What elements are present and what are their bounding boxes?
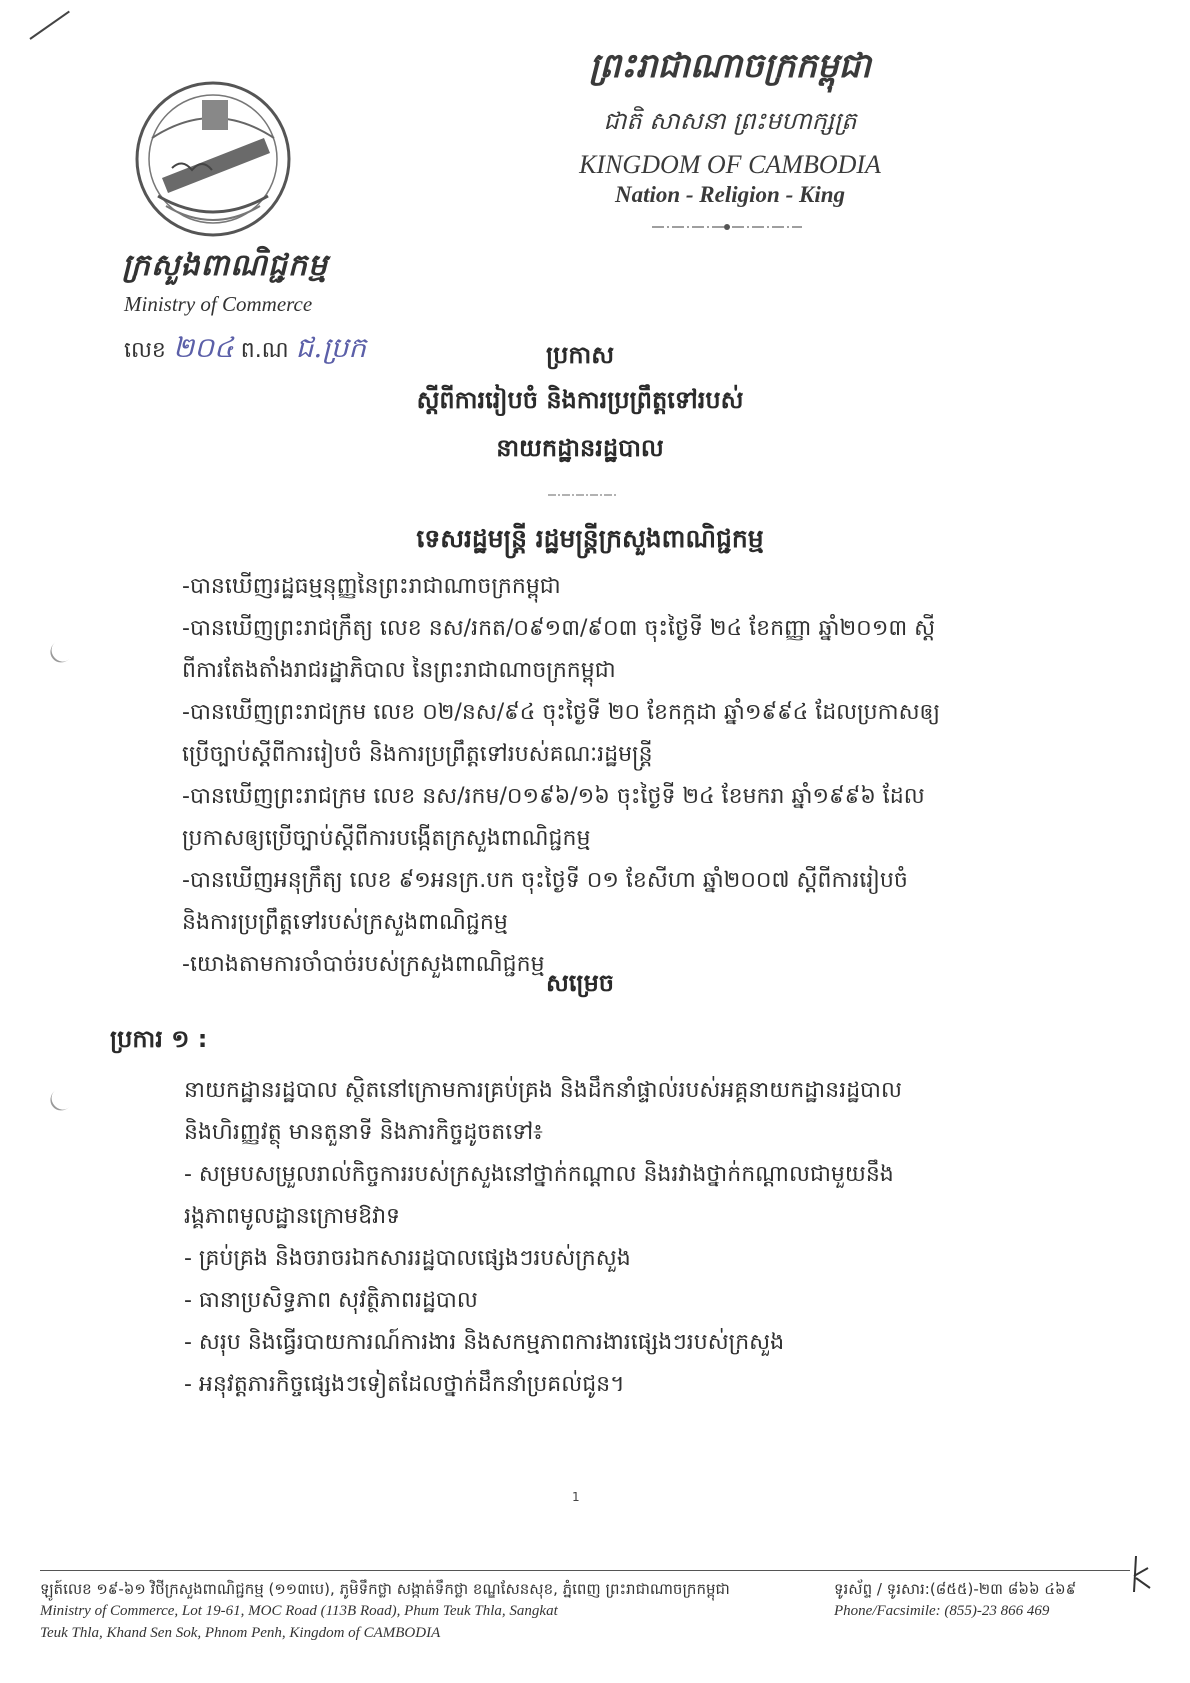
article-line: និងហិរញ្ញវត្ថុ មានតួនាទី និងភារកិច្ចដូចតទៅ៖ (184, 1120, 543, 1145)
footer-phone-english: Phone/Facsimile: (855)-23 866 469 (834, 1603, 1050, 1619)
preamble-line: -បានឃើញព្រះរាជក្រម លេខ នស/រកម/០១៩៦/១៦ ចុះថ្ងៃទី ២៤ ខែមករា ឆ្នាំ១៩៩៦ ដែល (182, 784, 925, 809)
ref-mid: ព.ណ (240, 338, 289, 363)
ministry-seal-emblem (132, 78, 294, 240)
page-number: 1 (572, 1490, 580, 1504)
footer-address-english-2: Teuk Thla, Khand Sen Sok, Phnom Penh, Kingdom of CAMBODIA (40, 1625, 441, 1641)
footer-divider (40, 1570, 1130, 1571)
ministry-name-english: Ministry of Commerce (124, 292, 313, 316)
footer-phone-khmer: ទូរស័ព្ទ / ទូរសារ:(៨៥៥)-២៣ ៨៦៦ ៤៦៩ (834, 1580, 1077, 1598)
ornament-divider-icon (652, 222, 802, 232)
preamble-line: -បានឃើញរដ្ឋធម្មនុញ្ញនៃព្រះរាជាណាចក្រកម្ពុជា (182, 574, 561, 599)
footer-address (40, 1578, 830, 1644)
ornament-divider-icon (548, 490, 618, 500)
punch-hole-mark (46, 1083, 79, 1115)
preamble-line: ប្រើច្បាប់ស្តីពីការរៀបចំ និងការប្រព្រឹត្តទៅរបស់គណៈរដ្ឋមន្ត្រី (182, 742, 653, 767)
article-line: - គ្រប់គ្រង និងចរាចរឯកសាររដ្ឋបាលផ្សេងៗរបស់ក្រសួង (184, 1246, 631, 1271)
preamble-line: -យោងតាមការចាំបាច់របស់ក្រសួងពាណិជ្ជកម្ម (182, 952, 545, 977)
article-line: នាយកដ្ឋានរដ្ឋបាល ស្ថិតនៅក្រោមការគ្រប់គ្រង និងដឹកនាំផ្ទាល់របស់អគ្គនាយកដ្ឋានរដ្ឋបាល (184, 1078, 902, 1103)
article-line: - សម្របសម្រួលរាល់កិច្ចការរបស់ក្រសួងនៅថ្នាក់កណ្តាល និងរវាងថ្នាក់កណ្តាលជាមួយនឹង (184, 1162, 894, 1187)
article-1-heading: ប្រការ ១ : (110, 1025, 208, 1053)
article-line: រង្គភាពមូលដ្ឋានក្រោមឱវាទ (184, 1204, 401, 1229)
footer-address-khmer: ឡូត៍លេខ ១៩-៦១ វិថីក្រសួងពាណិជ្ជកម្ម (១១៣បេ), ភូមិទឹកថ្លា សង្កាត់ទឹកថ្លា ខណ្ឌសែនសុខ, ភ្នំពេញ ព្រះរាជាណាចក្រកម្ពុជា (40, 1580, 730, 1598)
footer-contact (834, 1578, 1134, 1622)
ref-number-handwritten: ២០៤ (172, 331, 234, 364)
national-motto-khmer: ជាតិ សាសនា ព្រះមហាក្សត្រ (603, 107, 857, 135)
article-line: - សរុប និងធ្វើរបាយការណ៍ការងារ និងសកម្មភាពការងារផ្សេងៗរបស់ក្រសួង (184, 1330, 785, 1355)
issuing-authority: ទេសរដ្ឋមន្ត្រី រដ្ឋមន្ត្រីក្រសួងពាណិជ្ជកម្ម (416, 524, 764, 553)
preamble-line: -បានឃើញព្រះរាជក្រម លេខ ០២/នស/៩៤ ចុះថ្ងៃទី ២០ ខែកក្កដា ឆ្នាំ១៩៩៤ ដែលប្រកាសឲ្យ (182, 700, 941, 725)
ref-prefix: លេខ (124, 338, 166, 363)
preamble-block (182, 566, 1062, 986)
article-line: - ធានាប្រសិទ្ធភាព សុវត្ថិភាពរដ្ឋបាល (184, 1288, 478, 1313)
ref-suffix-handwritten: ជ.ប្រក (295, 331, 367, 364)
article-line: - អនុវត្តភារកិច្ចផ្សេងៗទៀតដែលថ្នាក់ដឹកនាំប្រគល់ជូន។ (184, 1372, 625, 1397)
preamble-line: ប្រកាសឲ្យប្រើច្បាប់ស្តីពីការបង្កើតក្រសួងពាណិជ្ជកម្ម (182, 826, 591, 851)
national-motto-english: Nation - Religion - King (614, 182, 846, 207)
document-subject-line-1: ស្តីពីការរៀបចំ និងការប្រព្រឹត្តទៅរបស់ (416, 386, 744, 414)
document-type-title: ប្រកាស (545, 341, 615, 369)
preamble-line: -បានឃើញព្រះរាជក្រឹត្យ លេខ នស/រកត/០៩១៣/៩០៣ ចុះថ្ងៃទី ២៤ ខែកញ្ញា ឆ្នាំ២០១៣ ស្តី (182, 616, 936, 641)
punch-hole-mark (46, 635, 79, 667)
initial-handwritten-mark (1128, 1554, 1156, 1594)
decision-heading: សម្រេច (545, 969, 615, 997)
preamble-line: -បានឃើញអនុក្រឹត្យ លេខ ៩១អនក្រ.បក ចុះថ្ងៃទី ០១ ខែសីហា ឆ្នាំ២០០៧ ស្តីពីការរៀបចំ (182, 868, 908, 893)
ministry-name-khmer: ក្រសួងពាណិជ្ជកម្ម (122, 248, 328, 283)
preamble-line: ពីការតែងតាំងរាជរដ្ឋាភិបាល នៃព្រះរាជាណាចក្រកម្ពុជា (182, 658, 616, 683)
article-1-body (184, 1070, 1064, 1406)
kingdom-name-english: KINGDOM OF CAMBODIA (579, 150, 881, 179)
footer-address-english-1: Ministry of Commerce, Lot 19-61, MOC Road (113B Road), Phum Teuk Thla, Sangkat (40, 1603, 558, 1619)
preamble-line: និងការប្រព្រឹត្តទៅរបស់ក្រសួងពាណិជ្ជកម្ម (182, 910, 508, 935)
pen-stroke-mark (29, 11, 69, 40)
document-subject-line-2: នាយកដ្ឋានរដ្ឋបាល (496, 434, 664, 462)
kingdom-name-khmer: ព្រះរាជាណាចក្រកម្ពុជា (589, 46, 871, 86)
